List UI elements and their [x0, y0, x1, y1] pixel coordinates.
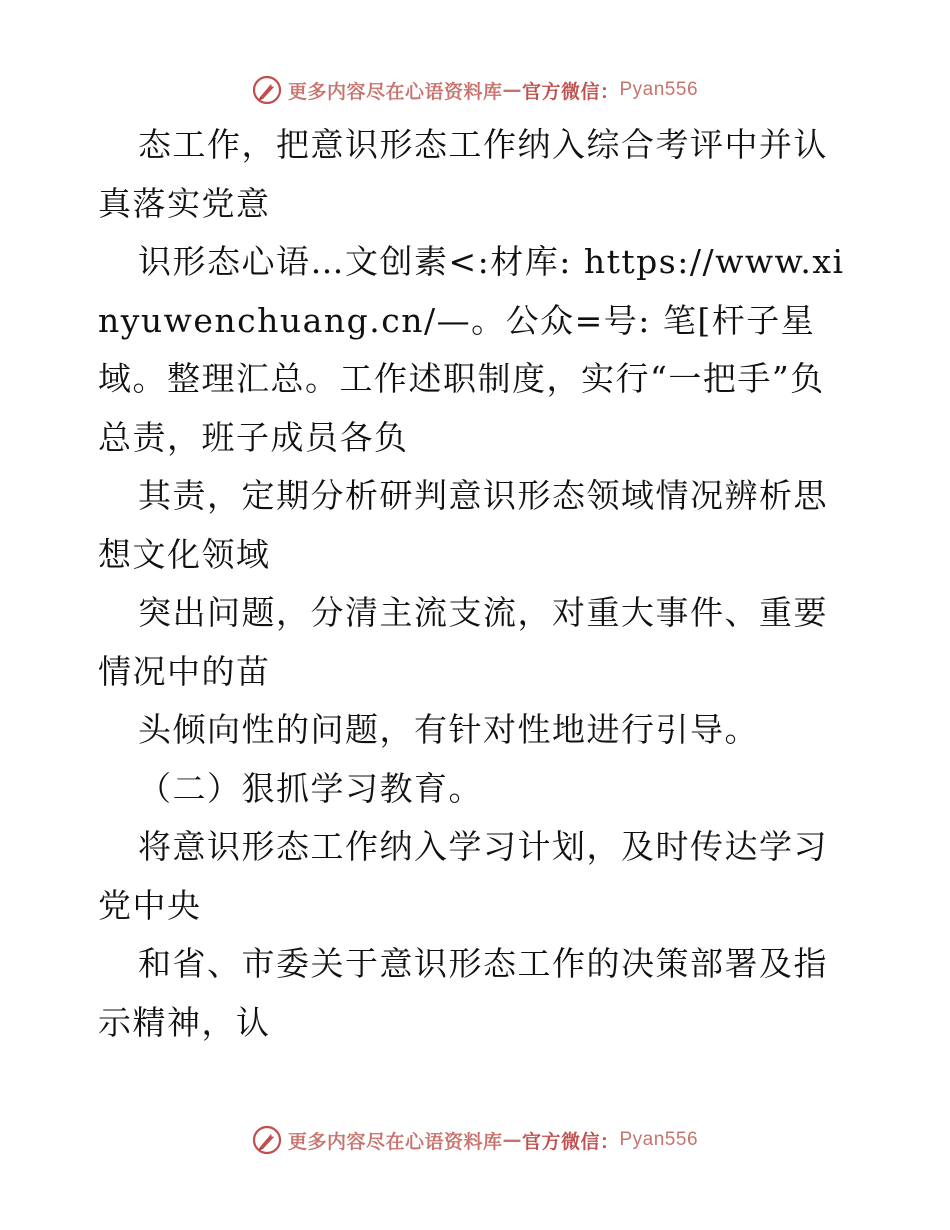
footer-watermark-banner	[0, 1122, 950, 1158]
banner-wechat-id: Pyan556	[619, 79, 699, 100]
banner-wechat-id: Pyan556	[619, 1129, 699, 1150]
banner-wechat-label: 官方微信：	[521, 1130, 620, 1153]
header-watermark-banner	[0, 72, 950, 108]
section-heading: （二）狠抓学习教育。	[138, 768, 483, 808]
paragraph: 态工作，把意识形态工作纳入综合考评中并认真落实党意	[98, 125, 828, 223]
paragraph: 将意识形态工作纳入学习计划，及时传达学习党中央	[98, 827, 828, 925]
paragraph: 头倾向性的问题，有针对性地进行引导。	[138, 710, 759, 749]
banner-dash: —	[502, 1129, 522, 1151]
pen-logo-icon	[252, 75, 282, 105]
paragraph: 突出问题，分清主流支流，对重大事件、重要情况中的苗	[98, 593, 828, 691]
banner-dash: —	[502, 79, 522, 101]
banner-main-text: 更多内容尽在心语资料库	[287, 80, 503, 103]
paragraph: 和省、市委关于意识形态工作的决策部署及指示精神，认	[98, 944, 828, 1042]
paragraph: 识形态心语…文创素<:材库: https://www.xinyuwenchuang.cn/—。公众=号: 笔[杆子星域。整理汇总。工作述职制度，实行“一把手”负总责，班子成员各负	[98, 242, 845, 457]
paragraph: 其责，定期分析研判意识形态领域情况辨析思想文化领域	[98, 476, 828, 574]
banner-wechat-label: 官方微信：	[521, 80, 620, 103]
document-body	[98, 116, 858, 1052]
banner-main-text: 更多内容尽在心语资料库	[287, 1130, 503, 1153]
pen-logo-icon	[252, 1125, 282, 1155]
